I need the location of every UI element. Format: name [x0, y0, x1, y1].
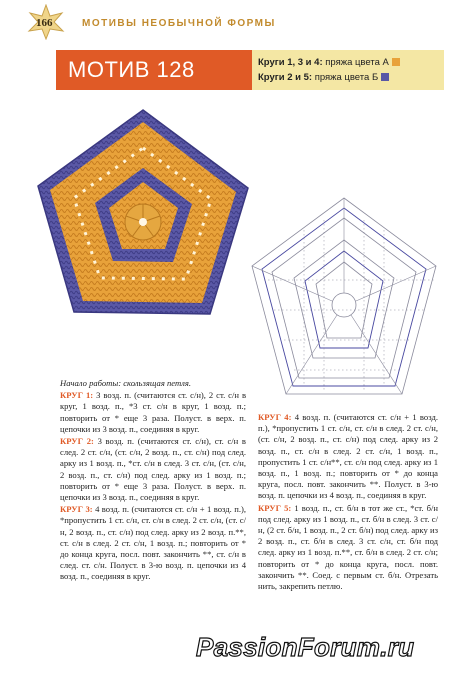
round-4-text: 4 возд. п. (считаются ст. с/н + 1 возд. п.), *пропустить 1 ст. с/н, ст. с/н в след. 2 ст. с/н, (ст. с/н, 2 возд. п., ст. с/н) под след. арку из 2 возд. п., ст. с/н в след. 2 ст. с/н, 1 возд. п., пропустить 1 ст. с/н**, ст. с/н под след. арку из 1 возд. п., 1 возд. п.; повторить от * до конца круга, посл. повт. закончить **. Полуст. в 3-ю возд. п. цепочки из 4 возд. п., соединяя в круг.: [258, 412, 438, 501]
section-title: МОТИВЫ НЕОБЫЧНОЙ ФОРМЫ: [82, 18, 276, 29]
yarn-legend: [252, 50, 444, 90]
round-3-text: 4 возд. п. (считаются ст. с/н + 1 возд. п.), *пропустить 1 ст. с/н, ст. с/н в след. 2 ст. с/н, (ст. с/н, 2 возд. п., ст. с/н) под след. арку из 2 возд. п.**, ст. с/н в след. 2 ст. с/н, 1 возд. п.; повторить от * до конца круга, посл. повт. закончить **, ст. с/н в след. ст. с/н. Полуст. в 3-ю возд. п. цепочки из 4 возд. п., соединяя в круг.: [60, 504, 246, 582]
color-a-swatch: [392, 58, 400, 66]
page-header: [0, 0, 450, 42]
round-3-label: КРУГ 3:: [60, 504, 93, 515]
round-1-label: КРУГ 1:: [60, 390, 94, 401]
round-2-paragraph: [60, 436, 246, 503]
page-number: 166: [36, 17, 53, 29]
crochet-chart-diagram: [244, 190, 444, 405]
motif-title: МОТИВ 128: [68, 57, 195, 82]
round-4-label: КРУГ 4:: [258, 412, 292, 422]
instructions-intro: Начало работы: скользящая петля.: [60, 378, 192, 388]
round-2-text: 3 возд. п. (считаются ст. с/н), ст. с/н в след. 2 ст. с/н, (ст. с/н, 2 возд. п., ст. с/н) под след. арку из 1 возд. п., *ст. с/н в след. 3 ст. с/н, (ст. с/н, 2 возд. п., ст. с/н) под след. арку из 1 возд. п.; повторить от * еще 3 раза. Полуст. в верх. п. цепочки из 3 возд. п., соединяя в круг.: [60, 436, 246, 503]
legend-row-b-text: пряжа цвета Б: [314, 72, 379, 83]
round-4-paragraph: [258, 412, 438, 502]
legend-row-a-label: Круги 1, 3 и 4:: [258, 57, 323, 68]
legend-row-a: [258, 55, 438, 70]
legend-row-b: [258, 70, 438, 85]
round-2-label: КРУГ 2:: [60, 436, 94, 447]
round-5-label: КРУГ 5:: [258, 502, 292, 513]
watermark: PassionForum.ru: [196, 632, 415, 662]
crochet-motif-photo: [30, 100, 260, 330]
round-5-text: 1 возд. п., ст. б/н в тот же ст., *ст. б/н под след. арку из 1 возд. п., ст. б/н в след. 3 ст. с/н, (2 ст. б/н, 1 возд. п., 2 ст. б/н) под след. арку из 2 возд. п., ст. б/н в след. 3 ст. с/н, ст. б/н под след. арку из 1 возд. п.**, ст. б/н в след. 2 ст. с/н; повторить от * до конца круга, посл. повт. закончить **. Соед. с первым ст. б/н. Отрезать нить, закрепить петлю.: [258, 502, 438, 592]
motif-title-bar: [56, 50, 252, 90]
round-1-paragraph: [60, 390, 246, 435]
instructions-left-column: [60, 378, 246, 584]
round-3-paragraph: [60, 504, 246, 582]
color-b-swatch: [381, 73, 389, 81]
legend-row-b-label: Круги 2 и 5:: [258, 72, 313, 83]
round-1-text: 3 возд. п. (считаются ст. с/н), 2 ст. с/н в круг, 1 возд. п., *3 ст. с/н в круг, 1 возд. п.; повторить от * еще 3 раза. Полуст. в верх. п. цепочки из 3 возд. п., соединяя в круг.: [60, 390, 246, 434]
instructions-right-column: [258, 412, 438, 593]
legend-row-a-text: пряжа цвета А: [325, 57, 389, 68]
round-5-paragraph: [258, 503, 438, 593]
